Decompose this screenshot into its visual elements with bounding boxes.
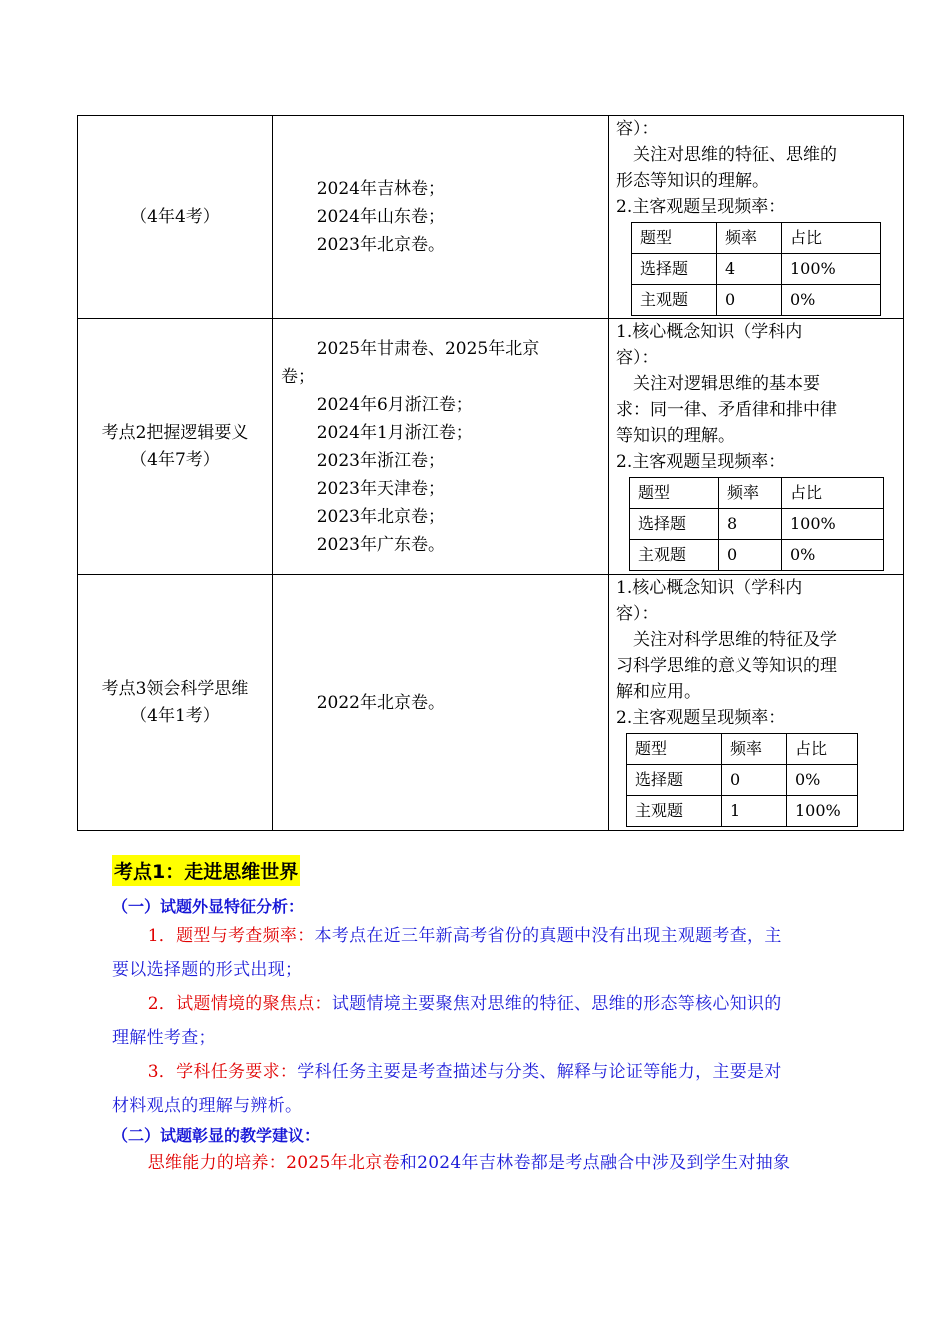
frequency-table: [629, 477, 884, 571]
paragraph-text: 理解性考查；: [112, 1028, 216, 1048]
frequency-header-row: [632, 223, 881, 254]
analysis-cell: [609, 575, 904, 831]
type-cell: 选择题: [632, 254, 717, 285]
ratio-cell: 0%: [782, 285, 881, 316]
topic-count: （4年7考）: [130, 449, 220, 470]
analysis-cell: [609, 319, 904, 575]
count-cell: 0: [719, 540, 782, 571]
frequency-row: [632, 285, 881, 316]
frequency-header-row: [627, 734, 858, 765]
ratio-cell: 100%: [782, 509, 884, 540]
analysis-cell: [609, 116, 904, 319]
header-cell: 占比: [782, 478, 884, 509]
source-line: 2024年山东卷；: [316, 207, 445, 227]
paragraph-highlight: 2025年北京卷: [286, 1153, 400, 1173]
analysis-line: 容）：: [616, 348, 659, 368]
paragraph-label: 3．学科任务要求：: [147, 1062, 298, 1082]
topic-count: （4年1考）: [130, 705, 220, 726]
type-cell: 选择题: [630, 509, 719, 540]
type-cell: 主观题: [627, 796, 722, 827]
type-cell: 选择题: [627, 765, 722, 796]
topic-cell: [78, 575, 273, 831]
paragraph: [112, 919, 872, 987]
frequency-row: [632, 254, 881, 285]
paragraph: [112, 1146, 872, 1180]
frequency-table: [631, 222, 881, 316]
type-cell: 主观题: [630, 540, 719, 571]
analysis-line: 2.主客观题呈现频率：: [616, 708, 786, 728]
section-title: 考点1：走进思维世界: [112, 855, 300, 886]
analysis-line: 习科学思维的意义等知识的理: [616, 656, 837, 676]
count-cell: 0: [722, 765, 787, 796]
paragraph: [112, 987, 872, 1055]
paragraph-text: 学科任务主要是考查描述与分类、解释与论证等能力，主要是对: [297, 1062, 782, 1082]
source-line: 2023年北京卷。: [316, 235, 445, 255]
table-row: [78, 116, 904, 319]
header-cell: 题型: [630, 478, 719, 509]
ratio-cell: 100%: [782, 254, 881, 285]
paragraph-text: 材料观点的理解与辨析。: [112, 1096, 303, 1116]
header-cell: 题型: [632, 223, 717, 254]
type-cell: 主观题: [632, 285, 717, 316]
subsection-title: （二）试题彰显的教学建议：: [112, 1126, 321, 1145]
paragraph: [112, 1055, 872, 1123]
count-cell: 8: [719, 509, 782, 540]
paragraph-text: 2024年吉林卷都是考点融合中涉及到学生对抽象: [417, 1153, 791, 1173]
analysis-line: 解和应用。: [616, 682, 701, 702]
topic-section: [112, 855, 872, 1180]
source-line: 2024年6月浙江卷；: [316, 394, 473, 415]
frequency-row: [630, 509, 884, 540]
ratio-cell: 0%: [782, 540, 884, 571]
topic-count: （4年4考）: [130, 206, 220, 227]
paragraph-label: 2．试题情境的聚焦点：: [147, 994, 332, 1014]
paragraph-text: 要以选择题的形式出现；: [112, 960, 303, 980]
frequency-header-row: [630, 478, 884, 509]
paragraph-text: 和: [399, 1153, 418, 1173]
analysis-line: 关注对逻辑思维的基本要: [633, 374, 820, 394]
source-line: 2023年广东卷。: [316, 534, 445, 555]
analysis-line: 2.主客观题呈现频率：: [616, 197, 786, 217]
header-cell: 频率: [719, 478, 782, 509]
analysis-line: 2.主客观题呈现频率：: [616, 452, 786, 472]
topic-cell: [78, 319, 273, 575]
source-line: 2025年甘肃卷、2025年北京: [316, 338, 540, 359]
source-cell: [273, 319, 609, 575]
table-row: [78, 319, 904, 575]
analysis-line: 容）：: [616, 119, 659, 139]
source-line: 2023年浙江卷；: [316, 450, 445, 471]
source-cell: [273, 575, 609, 831]
header-cell: 题型: [627, 734, 722, 765]
source-line: 2022年北京卷。: [316, 692, 445, 713]
paragraph-text: 试题情境主要聚焦对思维的特征、思维的形态等核心知识的: [331, 994, 782, 1014]
analysis-line: 1.核心概念知识（学科内: [616, 578, 803, 598]
topic-title: 考点3领会科学思维: [101, 678, 249, 699]
topic-title: 考点2把握逻辑要义: [101, 422, 249, 443]
analysis-line: 关注对科学思维的特征及学: [633, 630, 837, 650]
analysis-line: 求：同一律、矛盾律和排中律: [616, 400, 837, 420]
header-cell: 频率: [722, 734, 787, 765]
paragraph-label: 思维能力的培养：: [147, 1153, 287, 1173]
table-row: [78, 575, 904, 831]
topic-cell: [78, 116, 273, 319]
frequency-row: [627, 796, 858, 827]
analysis-line: 1.核心概念知识（学科内: [616, 322, 803, 342]
header-cell: 频率: [717, 223, 782, 254]
count-cell: 4: [717, 254, 782, 285]
header-cell: 占比: [782, 223, 881, 254]
header-cell: 占比: [787, 734, 858, 765]
source-cell: [273, 116, 609, 319]
paragraph-label: 1．题型与考查频率：: [147, 926, 315, 946]
ratio-cell: 0%: [787, 765, 858, 796]
frequency-row: [630, 540, 884, 571]
source-line: 卷；: [281, 366, 315, 387]
frequency-row: [627, 765, 858, 796]
analysis-line: 形态等知识的理解。: [616, 171, 769, 191]
analysis-line: 等知识的理解。: [616, 426, 735, 446]
count-cell: 1: [722, 796, 787, 827]
paragraph-text: 本考点在近三年新高考省份的真题中没有出现主观题考查，主: [314, 926, 782, 946]
analysis-line: 容）：: [616, 604, 659, 624]
frequency-table: [626, 733, 858, 827]
subsection-title: （一）试题外显特征分析：: [112, 897, 305, 916]
ratio-cell: 100%: [787, 796, 858, 827]
analysis-line: 关注对思维的特征、思维的: [633, 145, 837, 165]
source-line: 2023年北京卷；: [316, 506, 445, 527]
source-line: 2024年吉林卷；: [316, 179, 445, 199]
source-line: 2024年1月浙江卷；: [316, 422, 473, 443]
exam-analysis-table: [77, 115, 904, 831]
source-line: 2023年天津卷；: [316, 478, 445, 499]
count-cell: 0: [717, 285, 782, 316]
